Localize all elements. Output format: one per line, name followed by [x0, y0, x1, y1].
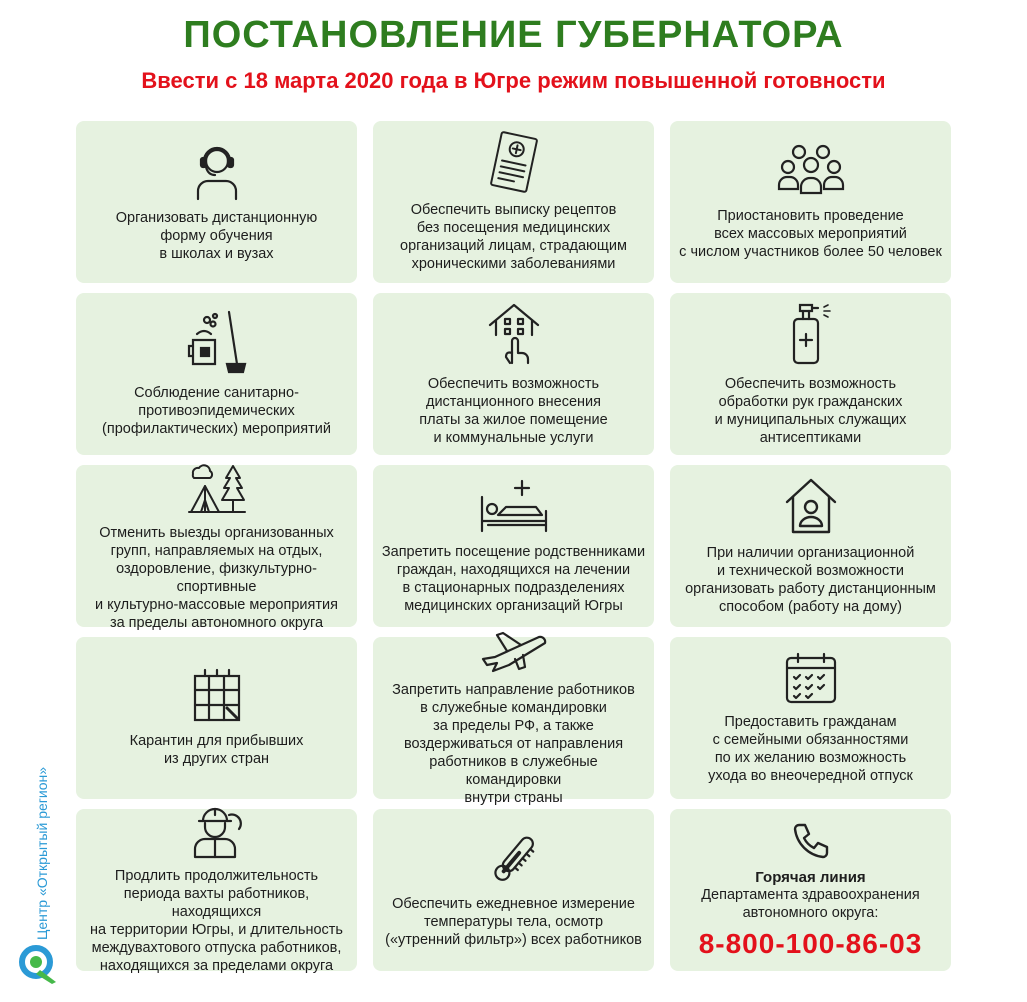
brand-logo-icon	[16, 940, 62, 986]
card-text: Запретить посещение родственниками граждан, находящихся на лечении в стационарных подразделениях медицинских организаций Югры	[381, 544, 646, 614]
hotline-text: Департамента здравоохранения автономного округа:	[701, 886, 920, 921]
card-quarantine	[76, 637, 357, 799]
card-text: Обеспечить ежедневное измерение температуры тела, осмотр («утренний фильтр») всех работников	[385, 896, 642, 948]
cleaning-icon	[187, 310, 247, 376]
card-temperature	[373, 809, 654, 971]
card-sanitary	[76, 293, 357, 455]
card-business-trips	[373, 637, 654, 806]
card-remote-work	[670, 465, 951, 627]
card-mass-events	[670, 121, 951, 283]
worker-icon	[189, 805, 245, 859]
phone-icon	[791, 821, 831, 861]
card-text: Обеспечить выписку рецептов без посещения медицинских организаций лицам, страдающим хроническими заболеваниями	[400, 202, 627, 272]
card-trips-cancel	[76, 465, 357, 631]
hospital-bed-icon	[478, 477, 550, 535]
card-text: Обеспечить возможность дистанционного внесения платы за жилое помещение и коммунальные услуги	[419, 376, 608, 446]
card-utility-payments	[373, 293, 654, 455]
card-text: Карантин для прибывших из других стран	[129, 733, 304, 767]
card-text: При наличии организационной и технической возможности организовать работу дистанционным способом (работу на дому)	[685, 545, 936, 615]
card-text: Запретить направление работников в служебные командировки за пределы РФ, а также воздерживаться от направления работников в служебные командировки внутри страны	[392, 682, 635, 806]
card-hospital-visits	[373, 465, 654, 627]
sanitizer-icon	[786, 301, 836, 367]
measures-grid	[76, 121, 952, 974]
card-text: Отменить выезды организованных групп, направляемых на отдых, оздоровление, физкультурно-спортивные и культурно-массовые мероприятия за пределы автономного округа	[95, 525, 338, 631]
headset-person-icon	[194, 141, 240, 201]
quarantine-grid-icon	[191, 668, 243, 724]
card-prescriptions	[373, 121, 654, 283]
card-text: Соблюдение санитарно- противоэпидемических (профилактических) мероприятий	[102, 385, 331, 437]
calendar-icon	[784, 651, 838, 705]
page-title: ПОСТАНОВЛЕНИЕ ГУБЕРНАТОРА	[183, 14, 844, 56]
hotline-title: Горячая линия	[755, 868, 866, 886]
card-family-leave	[670, 637, 951, 799]
airplane-icon	[479, 629, 549, 673]
card-text: Обеспечить возможность обработки рук гражданских и муниципальных служащих антисептиками	[714, 376, 907, 446]
brand-name: Центр «Открытый регион»	[34, 766, 50, 940]
card-hotline	[670, 809, 951, 971]
card-remote-education	[76, 121, 357, 283]
prescription-icon	[484, 131, 544, 193]
crowd-icon	[777, 143, 845, 199]
card-hand-sanitizer	[670, 293, 951, 455]
hotline-phone[interactable]: 8-800-100-86-03	[698, 927, 923, 959]
page-subtitle: Ввести с 18 марта 2020 года в Югре режим повышенной готовности	[141, 68, 886, 93]
card-text: Предоставить гражданам с семейными обязанностями по их желанию возможность ухода во внеочередной отпуск	[708, 714, 913, 784]
card-text: Продлить продолжительность периода вахты работников, находящихся на территории Югры, и длительность междувахтового отпуска работников, находящихся за пределами округа	[90, 868, 343, 974]
thermometer-icon	[488, 831, 540, 887]
card-text: Организовать дистанционную форму обучения в школах и вузах	[115, 210, 318, 262]
card-text: Приостановить проведение всех массовых мероприятий с числом участников более 50 человек	[679, 208, 942, 260]
card-shift-work	[76, 809, 357, 974]
camping-icon	[187, 460, 247, 516]
home-work-icon	[783, 476, 839, 536]
house-payment-icon	[486, 301, 542, 367]
